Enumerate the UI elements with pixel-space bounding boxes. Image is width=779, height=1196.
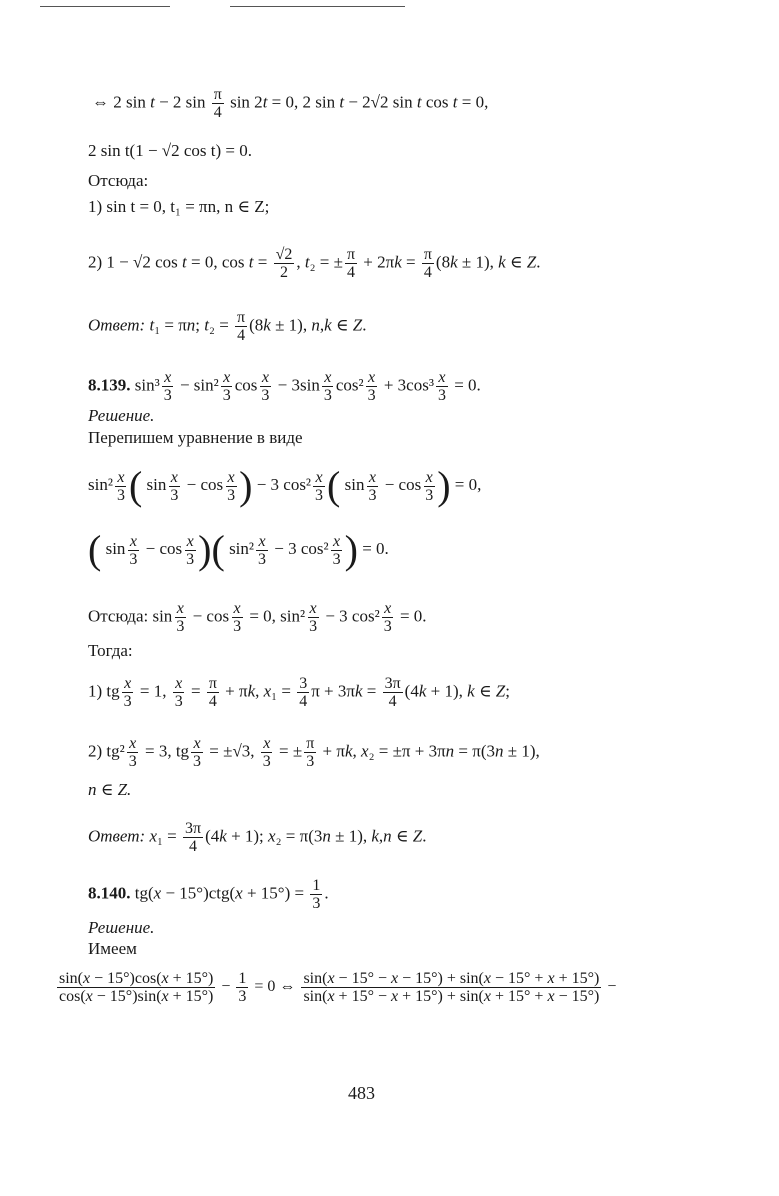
problem-8-140: 8.140. tg(x − 15°)ctg(x + 15°) = $\frac{1}{3}$ . — [88, 877, 329, 912]
scan-artifact-line — [40, 6, 170, 7]
answer-label: Ответ: — [88, 315, 146, 335]
problem-8-139: 8.139. sin³ $\frac{x}{3}$ − sin² $\frac{x}{3}$ cos $\frac{x}{3}$ − 3sin $\frac{x}{3}$ cos² $\frac{x}{3}$ + 3cos³ $\frac{x}{3}$ = 0. — [88, 369, 481, 404]
case-tg-1: 1) tg $\frac{x}{3}$ = 1, $\frac{x}{3}$ = $\frac{\pi}{4}$ + πk, x₁ = $\frac{3}{4}$ π + 3πk = $\frac{3\pi}{4}$ (4k + 1), k ∈ Z; — [88, 675, 510, 710]
answer-label-2: Ответ: — [88, 826, 146, 846]
problem-number-2: 8.140. — [88, 883, 131, 903]
text-rewrite: Перепишем уравнение в виде — [88, 428, 303, 447]
equation-e1: sin² $\frac{x}{3}$ ( sin $\frac{x}{3}$ − cos $\frac{x}{3}$ ) − 3 cos² $\frac{x}{3}$ ( sin $\frac{x}{3}$ − cos $\frac{x}{3}$ ) = 0, — [88, 463, 482, 508]
case-tg-2: 2) tg² $\frac{x}{3}$ = 3, tg $\frac{x}{3}$ = ±√3, $\frac{x}{3}$ = ± $\frac{\pi}{3}$ + πk, x₂ = ±π + 3πn = π(3n ± 1), — [88, 735, 540, 770]
text-otsyuda: Отсюда: — [88, 171, 149, 190]
problem-number: 8.139. — [88, 375, 131, 395]
equation-f1: $\frac{\sin(x - 15^\circ)\cos(x + 15^\circ)}{\cos(x - 15^\circ)\sin(x + 15^\circ)}$ − $\frac{1}{3}$ = 0 ⇔ $\frac{\sin(x - 15^\circ - x - 15^\circ) + \sin(x - 15^\circ + x + 15^\circ)}{\sin(x + 15^\circ - x + 15^\circ) + \sin(x + 15^\circ + x - 15^\circ)}$ − — [59, 970, 617, 1005]
equation-line-1: ⇔ 2 sin t − 2 sin $\frac{\pi}{4}$ sin 2t = 0, 2 sin t − 2√2 sin t cos t = 0, — [92, 86, 489, 121]
case-2: 2) 1 − √2 cos t = 0, cos t = $\frac{√2}{2}$ , t₂ = ± $\frac{\pi}{4}$ + 2πk = $\frac{\pi}{4}$ (8k ± 1), k ∈ Z. — [88, 246, 541, 281]
text-have: Имеем — [88, 939, 137, 958]
equation-line-2: 2 sin t(1 − √2 cos t) = 0. — [88, 141, 253, 160]
equation-e2: ( sin $\frac{x}{3}$ − cos $\frac{x}{3}$ )( sin² $\frac{x}{3}$ − 3 cos² $\frac{x}{3}$ ) = 0. — [88, 527, 389, 572]
answer-2: Ответ: x₁ = $\frac{3\pi}{4}$ (4k + 1); x₂ = π(3n ± 1), k,n ∈ Z. — [88, 820, 427, 855]
solution-label-2: Решение. — [88, 918, 155, 937]
answer-1: Ответ: t₁ = πn; t₂ = $\frac{\pi}{4}$ (8k ± 1), n,k ∈ Z. — [88, 309, 367, 344]
page-number: 483 — [348, 1083, 375, 1103]
solution-label: Решение. — [88, 406, 155, 425]
scan-artifact-line — [230, 6, 405, 7]
text-l1 — [0, 0, 1, 1]
text-then: Тогда: — [88, 641, 133, 660]
case-tg-2-cont: n ∈ Z. — [88, 780, 132, 799]
equation-e3: Отсюда: sin $\frac{x}{3}$ − cos $\frac{x}{3}$ = 0, sin² $\frac{x}{3}$ − 3 cos² $\frac{x}{3}$ = 0. — [88, 600, 427, 635]
case-1: 1) sin t = 0, t₁ = πn, n ∈ Z; — [88, 197, 270, 216]
